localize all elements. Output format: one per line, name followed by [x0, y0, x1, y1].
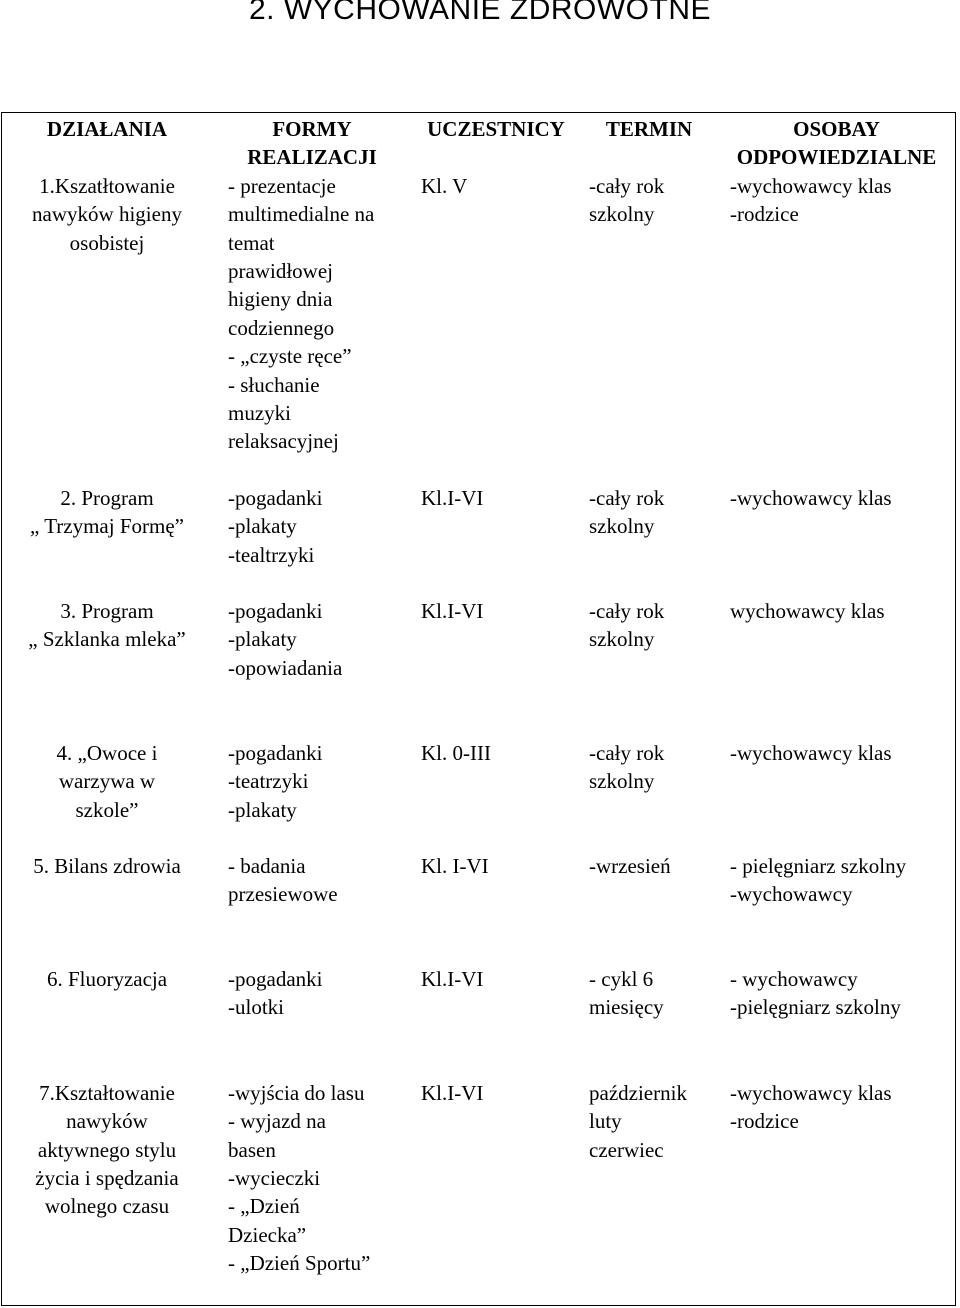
cell-line: multimedialne na — [228, 202, 375, 227]
cell-osoby — [717, 484, 956, 597]
cell-termin — [581, 852, 717, 965]
cell-line: 3. Program — [60, 598, 154, 623]
cell-line: warzywa w — [58, 769, 156, 794]
cell-line: temat — [228, 230, 275, 255]
cell-line: -wychowawcy klas — [730, 173, 892, 198]
cell-line: „ Szklanka mleka” — [28, 627, 186, 652]
cell-termin — [581, 965, 717, 1079]
cell-uczestnicy — [411, 484, 581, 597]
cell-line: życia i spędzania — [35, 1166, 179, 1191]
header-formy: FORMY REALIZACJI — [247, 117, 377, 170]
cell-line: nawyków higieny — [32, 202, 182, 227]
cell-osoby — [717, 965, 956, 1079]
cell-line: -wrzesień — [589, 853, 671, 878]
cell-line: 7.Kształtowanie — [39, 1080, 175, 1105]
cell-line: -teatrzyki — [228, 769, 309, 794]
cell-line: - badania — [228, 853, 306, 878]
cell-line: czerwiec — [589, 1137, 664, 1162]
cell-osoby — [717, 852, 956, 965]
cell-formy — [213, 484, 411, 597]
cell-line: prawidłowej — [228, 259, 333, 284]
cell-line: -pielęgniarz szkolny — [730, 995, 901, 1020]
cell-line: szkolny — [589, 514, 655, 539]
cell-line: -plakaty — [228, 797, 297, 822]
cell-line: Kl.I-VI — [421, 598, 484, 623]
cell-formy — [213, 965, 411, 1079]
cell-line: basen — [228, 1137, 276, 1162]
cell-line: -pogadanki — [228, 598, 323, 623]
cell-line: miesięcy — [589, 995, 664, 1020]
cell-line: -ulotki — [228, 995, 284, 1020]
cell-line: Kl.I-VI — [421, 485, 484, 510]
cell-line: -pogadanki — [228, 485, 323, 510]
cell-line: -pogadanki — [228, 966, 323, 991]
cell-line: październik — [589, 1080, 687, 1105]
cell-line: Kl.I-VI — [421, 1080, 484, 1105]
cell-termin — [581, 1079, 717, 1279]
cell-line: Dziecka” — [228, 1222, 307, 1247]
cell-line: 6. Fluoryzacja — [46, 966, 168, 991]
cell-line: -plakaty — [228, 627, 297, 652]
cell-line: -cały rok — [589, 173, 665, 198]
cell-line: 4. „Owoce i — [56, 740, 158, 765]
table-row — [1, 965, 956, 1079]
cell-line: -rodzice — [730, 202, 799, 227]
cell-uczestnicy — [411, 852, 581, 965]
cell-termin — [581, 172, 717, 484]
header-termin: TERMIN — [605, 117, 693, 141]
cell-dzialania — [1, 739, 213, 852]
cell-osoby — [717, 1079, 956, 1279]
cell-line: „ Trzymaj Formę” — [30, 514, 184, 539]
cell-line: muzyki — [228, 401, 291, 426]
cell-formy — [213, 739, 411, 852]
cell-line: wychowawcy klas — [730, 598, 885, 623]
cell-line: osobistej — [69, 230, 145, 255]
cell-line: nawyków — [66, 1109, 148, 1134]
cell-line: przesiewowe — [228, 882, 338, 907]
cell-dzialania — [1, 597, 213, 739]
cell-line: szkolny — [589, 627, 655, 652]
cell-line: 5. Bilans zdrowia — [33, 853, 181, 878]
cell-dzialania — [1, 852, 213, 965]
page-title: 2. WYCHOWANIE ZDROWOTNE — [248, 0, 712, 26]
cell-line: higieny dnia — [228, 287, 333, 312]
cell-line: -opowiadania — [228, 655, 343, 680]
cell-line: - pielęgniarz szkolny — [730, 853, 907, 878]
table-row — [1, 484, 956, 597]
cell-line: 1.Kszatłtowanie — [39, 173, 175, 198]
cell-osoby — [717, 739, 956, 852]
cell-formy — [213, 1079, 411, 1279]
cell-line: Kl. I-VI — [421, 853, 489, 878]
cell-formy — [213, 172, 411, 484]
table-row — [1, 739, 956, 852]
cell-line: Kl. V — [421, 173, 468, 198]
cell-line: codziennego — [228, 315, 335, 340]
health-education-table — [1, 112, 956, 1279]
cell-osoby — [717, 597, 956, 739]
cell-uczestnicy — [411, 739, 581, 852]
cell-line: -plakaty — [228, 514, 297, 539]
cell-formy — [213, 852, 411, 965]
cell-line: -wychowawcy klas — [730, 740, 892, 765]
cell-uczestnicy — [411, 1079, 581, 1279]
cell-line: relaksacyjnej — [228, 429, 339, 454]
cell-dzialania — [1, 484, 213, 597]
cell-termin — [581, 484, 717, 597]
cell-line: wolnego czasu — [44, 1194, 170, 1219]
table-row — [1, 172, 956, 484]
cell-line: szkolny — [589, 202, 655, 227]
cell-line: szkole” — [75, 797, 139, 822]
cell-uczestnicy — [411, 597, 581, 739]
table-row — [1, 852, 956, 965]
cell-line: - „Dzień Sportu” — [228, 1251, 371, 1276]
cell-line: - wyjazd na — [228, 1109, 326, 1134]
header-dzialania: DZIAŁANIA — [46, 117, 168, 141]
cell-line: - słuchanie — [228, 372, 320, 397]
cell-line: szkolny — [589, 769, 655, 794]
cell-osoby — [717, 172, 956, 484]
cell-line: -wycieczki — [228, 1166, 321, 1191]
table-row — [1, 1079, 956, 1279]
cell-uczestnicy — [411, 172, 581, 484]
cell-line: Kl.I-VI — [421, 966, 484, 991]
header-uczestnicy: UCZESTNICY — [427, 117, 565, 141]
cell-line: -cały rok — [589, 740, 665, 765]
cell-line: -cały rok — [589, 485, 665, 510]
cell-line: Kl. 0-III — [421, 740, 491, 765]
cell-line: -wychowawcy klas — [730, 1080, 892, 1105]
cell-line: -wychowawcy klas — [730, 485, 892, 510]
cell-dzialania — [1, 1079, 213, 1279]
cell-termin — [581, 597, 717, 739]
cell-line: - cykl 6 — [589, 966, 654, 991]
cell-formy — [213, 597, 411, 739]
cell-line: aktywnego stylu — [37, 1137, 177, 1162]
cell-line: -pogadanki — [228, 740, 323, 765]
cell-termin — [581, 739, 717, 852]
cell-line: -tealtrzyki — [228, 542, 315, 567]
table-row — [1, 597, 956, 739]
cell-line: luty — [589, 1109, 622, 1134]
cell-line: - wychowawcy — [730, 966, 858, 991]
cell-line: -wychowawcy — [730, 882, 853, 907]
cell-line: - „czyste ręce” — [228, 344, 352, 369]
table-header-row — [1, 112, 956, 172]
cell-line: -cały rok — [589, 598, 665, 623]
cell-line: - „Dzień — [228, 1194, 300, 1219]
cell-dzialania — [1, 172, 213, 484]
cell-uczestnicy — [411, 965, 581, 1079]
cell-line: -wyjścia do lasu — [228, 1080, 365, 1105]
header-osoby: OSOBAY ODPOWIEDZIALNE — [736, 117, 937, 170]
cell-line: - prezentacje — [228, 173, 336, 198]
cell-line: 2. Program — [60, 485, 154, 510]
cell-line: -rodzice — [730, 1109, 799, 1134]
cell-dzialania — [1, 965, 213, 1079]
